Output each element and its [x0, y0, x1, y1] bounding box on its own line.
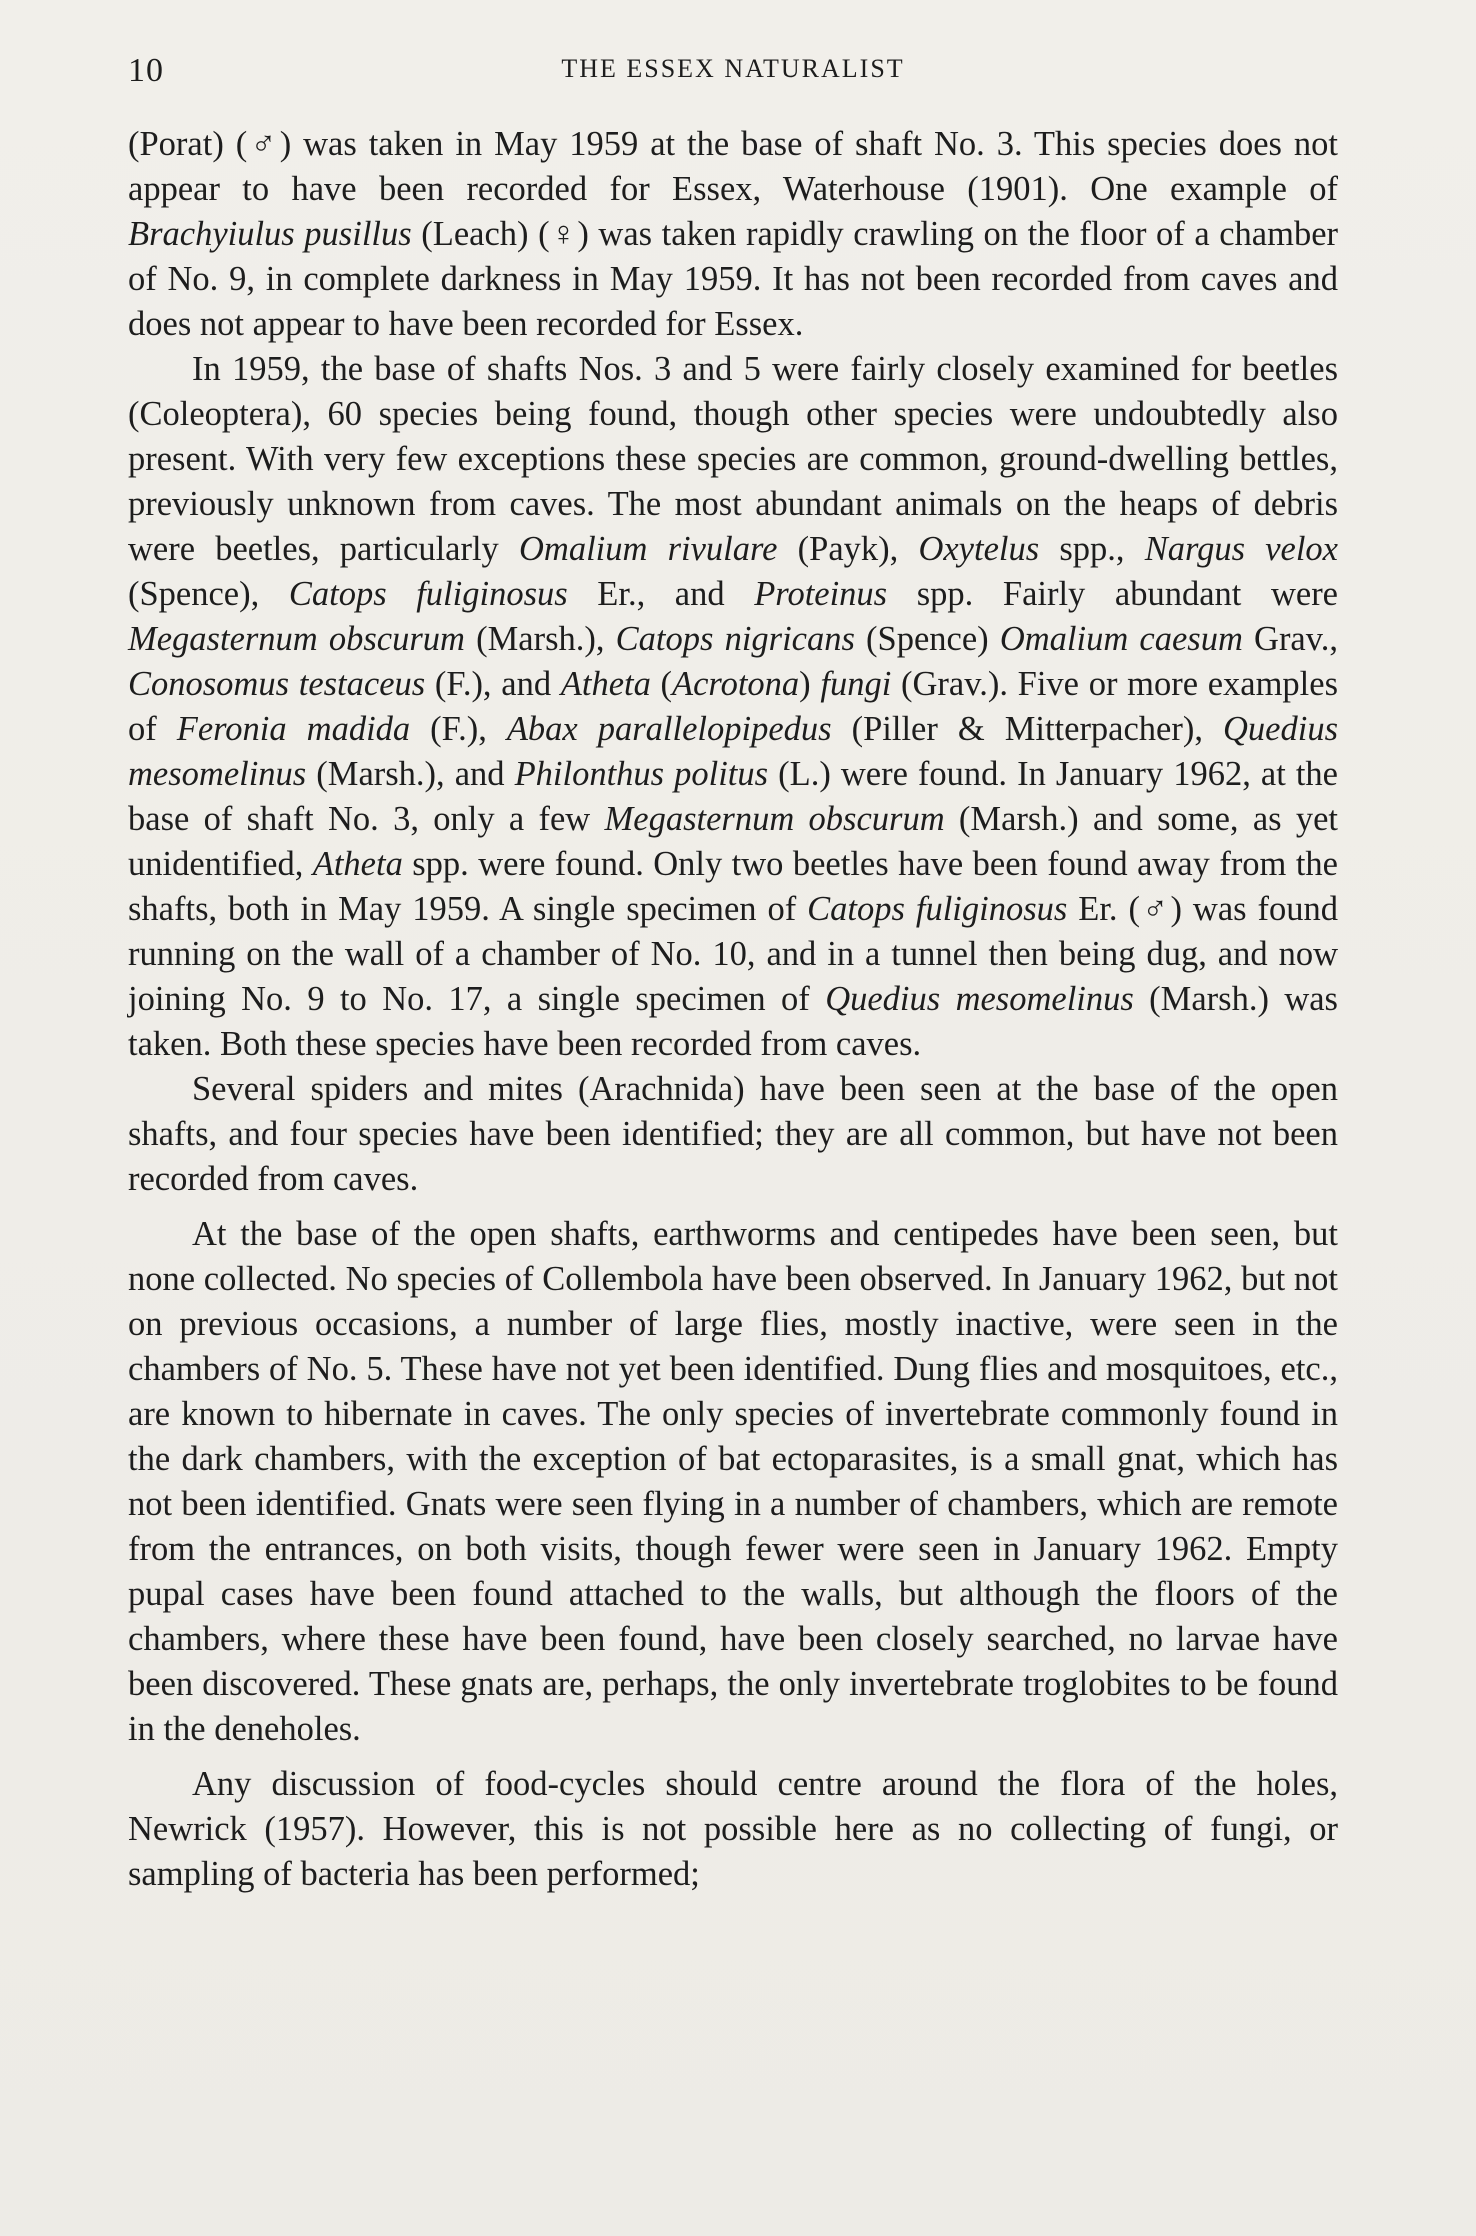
paragraph-p1: [128, 122, 1338, 347]
italic-taxon-name: Omalium caesum: [999, 620, 1243, 658]
text-run: (F.), and: [425, 665, 561, 703]
italic-taxon-name: Catops fuliginosus: [288, 575, 568, 613]
text-run: ): [799, 665, 821, 703]
text-run: (Grav.). Five or more examples of: [128, 665, 1339, 748]
italic-taxon-name: Atheta: [312, 845, 403, 883]
italic-taxon-name: Nargus velox: [1144, 530, 1338, 568]
text-run: (L.) were found. In January 1962, at the base of shaft No. 3, only a few: [128, 755, 1338, 838]
text-run: spp. Fairly abundant were: [887, 575, 1338, 613]
text-run: Several spiders and mites (Arachnida) have been seen at the base of the open shafts, and four species have been identified; they are all common, but have not been recorded from caves.: [128, 1070, 1338, 1198]
text-run: spp. were found. Only two beetles have been found away from the shafts, both in May 1959. A single specimen of: [128, 845, 1338, 928]
paragraph-p3: [128, 1067, 1338, 1202]
italic-taxon-name: Megasternum obscurum: [128, 620, 465, 658]
text-run: In 1959, the base of shafts Nos. 3 and 5 were fairly closely examined for beetles (Coleoptera), 60 species being found, though other species were undoubtedly also present. With very few exceptions these species are common, ground-dwelling bettles, previously unknown from caves. The most abundant animals on the heaps of debris were beetles, particularly: [128, 350, 1338, 568]
text-run: Grav.,: [1242, 620, 1339, 658]
italic-taxon-name: Quedius mesomelinus: [128, 710, 1338, 793]
paragraph-p5: [128, 1762, 1338, 1897]
italic-taxon-name: Brachyiulus pusillus: [128, 215, 412, 253]
italic-taxon-name: Megasternum obscurum: [604, 800, 945, 838]
body-text: [128, 122, 1338, 1897]
text-run: (Porat) (♂) was taken in May 1959 at the base of shaft No. 3. This species does not appear to have been recorded for Essex, Waterhouse (1901). One example of: [128, 125, 1338, 208]
italic-taxon-name: Feronia madida: [176, 710, 411, 748]
italic-taxon-name: Acrotona: [672, 665, 800, 703]
text-run: (F.),: [410, 710, 507, 748]
paragraph-p2: [128, 347, 1338, 1067]
running-title: THE ESSEX NATURALIST: [561, 54, 905, 83]
text-run: (Spence),: [128, 575, 289, 613]
paragraph-p4: [128, 1212, 1338, 1752]
italic-taxon-name: Omalium rivulare: [519, 530, 778, 568]
text-run: (Marsh.) was taken. Both these species have been recorded from caves.: [128, 980, 1338, 1063]
text-run: spp.,: [1039, 530, 1145, 568]
italic-taxon-name: Oxytelus: [918, 530, 1040, 568]
text-run: (Leach) (♀) was taken rapidly crawling on the floor of a chamber of No. 9, in complete darkness in May 1959. It has not been recorded from caves and does not appear to have been recorded for Essex.: [128, 215, 1338, 343]
text-run: Er. (♂) was found running on the wall of a chamber of No. 10, and in a tunnel then being dug, and now joining No. 9 to No. 17, a single specimen of: [128, 890, 1338, 1018]
text-run: (Marsh.), and: [306, 755, 515, 793]
italic-taxon-name: Quedius mesomelinus: [825, 980, 1134, 1018]
italic-taxon-name: Proteinus: [754, 575, 888, 613]
text-run: (Payk),: [777, 530, 919, 568]
italic-taxon-name: Catops fuliginosus: [807, 890, 1068, 928]
text-run: (Piller & Mitterpacher),: [831, 710, 1223, 748]
text-run: Any discussion of food-cycles should centre around the flora of the holes, Newrick (1957). However, this is not possible here as no collecting of fungi, or sampling of bacteria has been performed;: [128, 1765, 1338, 1893]
italic-taxon-name: Abax parallelopipedus: [506, 710, 832, 748]
page-number: 10: [128, 52, 164, 89]
text-run: (Spence): [854, 620, 1000, 658]
page-header: [128, 52, 1338, 92]
italic-taxon-name: Catops nigricans: [615, 620, 855, 658]
text-run: (Marsh.) and some, as yet unidentified,: [128, 800, 1338, 883]
text-run: (: [650, 665, 673, 703]
italic-taxon-name: Conosomus testaceus: [128, 665, 426, 703]
italic-taxon-name: fungi: [820, 665, 892, 703]
text-run: (Marsh.),: [464, 620, 616, 658]
text-run: At the base of the open shafts, earthworms and centipedes have been seen, but none collected. No species of Collembola have been observed. In January 1962, but not on previous occasions, a number of large flies, mostly inactive, were seen in the chambers of No. 5. These have not yet been identified. Dung flies and mosquitoes, etc., are known to hibernate in caves. The only species of invertebrate commonly found in the dark chambers, with the exception of bat ectoparasites, is a small gnat, which has not been identified. Gnats were seen flying in a number of chambers, which are remote from the entrances, on both visits, though fewer were seen in January 1962. Empty pupal cases have been found attached to the walls, but although the floors of the chambers, where these have been found, have been closely searched, no larvae have been discovered. These gnats are, perhaps, the only invertebrate troglobites to be found in the deneholes.: [128, 1215, 1338, 1748]
text-run: Er., and: [567, 575, 755, 613]
italic-taxon-name: Atheta: [560, 665, 651, 703]
italic-taxon-name: Philonthus politus: [514, 755, 769, 793]
